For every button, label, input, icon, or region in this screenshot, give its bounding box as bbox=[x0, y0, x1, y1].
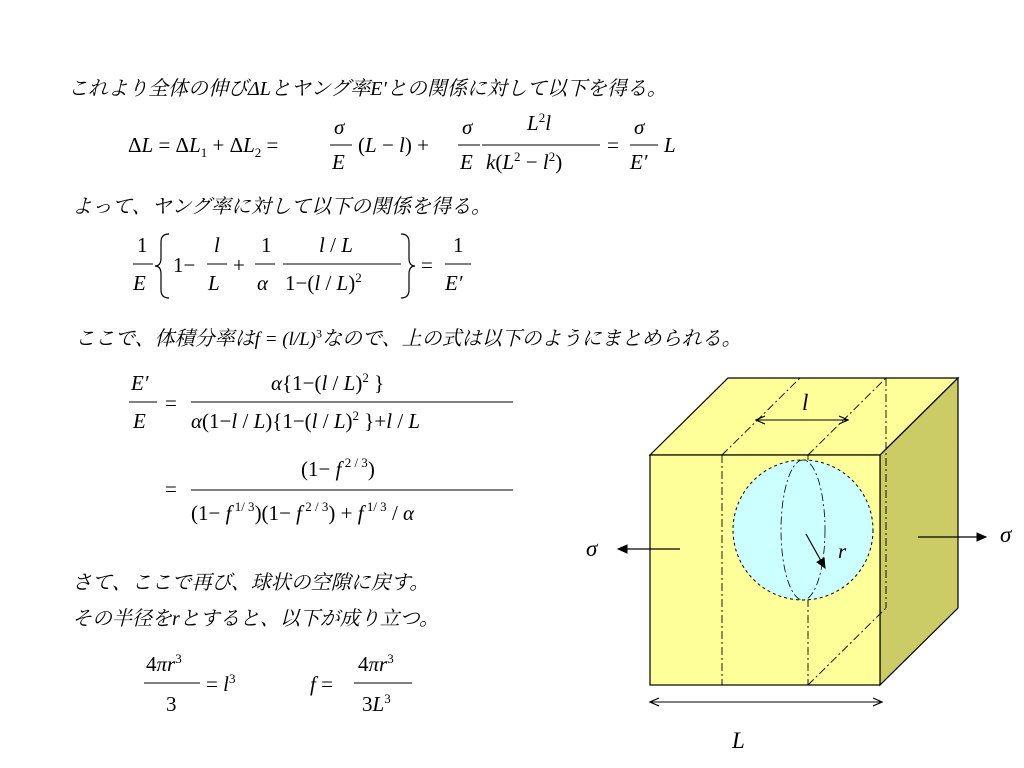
label-l: l bbox=[802, 390, 809, 415]
sphere-void bbox=[733, 460, 873, 600]
text-line-5 bbox=[72, 602, 439, 631]
eq2-l-num: l bbox=[214, 233, 220, 257]
eq4-f: f = bbox=[310, 672, 333, 696]
eq2-rhs-den: E′ bbox=[445, 271, 463, 295]
eq2-one2: 1 bbox=[261, 233, 272, 257]
equation-sphere-volume bbox=[140, 645, 430, 725]
text-line-3 bbox=[75, 322, 742, 351]
eq3-e: E bbox=[133, 409, 146, 433]
eq4-den1: 3 bbox=[166, 692, 177, 716]
eq1-equals: = bbox=[607, 133, 619, 157]
line3-exponent: 3 bbox=[316, 326, 322, 341]
label-r: r bbox=[838, 539, 847, 563]
eq3-num1: α{1−(l / L)$^2$ } bbox=[271, 370, 385, 395]
eq4-num2: $4\pi r^3$ bbox=[358, 651, 394, 676]
eq3-den2: (1− f $^{1/ 3}$)(1− f $^{2 / 3}$) + f $^{1/ 3}$ / α bbox=[191, 499, 415, 525]
eq3-equals2: = bbox=[165, 477, 177, 501]
eq3-num2: (1− f $^{2 / 3}$) bbox=[301, 455, 375, 481]
eq1-frac3-den: $k(L^2 - l^2)$ bbox=[486, 149, 563, 174]
line1-symbol-e-prime: E′ bbox=[370, 78, 387, 100]
line5-part-b: とすると、以下が成り立つ。 bbox=[179, 606, 439, 630]
eq2-equals: = bbox=[421, 253, 433, 277]
eq2-l-den: L bbox=[208, 271, 220, 295]
line1-part-c: との関係に対して以下を得る。 bbox=[386, 76, 667, 100]
eq1-frac1-num: σ bbox=[334, 115, 345, 139]
text-line-4: さて、ここで再び、球状の空隙に戻す。 bbox=[72, 570, 430, 594]
eq4-rhs1: = $l^3$ bbox=[206, 671, 236, 696]
text-line-1 bbox=[68, 72, 667, 101]
eq2-one: 1 bbox=[137, 233, 148, 257]
eq4-num1: $4\pi r^3$ bbox=[146, 651, 182, 676]
eq4-den2: $3L^3$ bbox=[362, 691, 391, 716]
line3-part-a: ここで、体積分率は bbox=[75, 326, 255, 350]
eq2-rhs-num: 1 bbox=[453, 233, 464, 257]
eq3-den1: α(1−l / L){1−(l / L)$^2$ }+l / L bbox=[191, 408, 421, 433]
eq1-frac1-den: E bbox=[332, 150, 345, 174]
line1-part-b: とヤング率 bbox=[270, 76, 371, 100]
eq2-frac-den: 1−(l / L)$^2$ bbox=[285, 270, 362, 295]
equation-delta-l bbox=[120, 108, 700, 182]
label-sigma-right: σ bbox=[1000, 522, 1012, 547]
eq1-frac2-den: E bbox=[460, 150, 473, 174]
eq1-frac4-den: E′ bbox=[630, 150, 648, 174]
line5-part-a: その半径を bbox=[72, 606, 172, 630]
line3-part-b: なので、上の式は以下のようにまとめられる。 bbox=[322, 326, 742, 350]
line1-part-a: これより全体の伸び bbox=[68, 76, 248, 100]
eq3-equals1: = bbox=[165, 391, 177, 415]
label-sigma-left: σ bbox=[586, 536, 598, 561]
eq2-e: E bbox=[133, 271, 146, 295]
equation-volume-fraction bbox=[125, 368, 525, 538]
line3-formula: f = (l/L) bbox=[254, 329, 316, 350]
eq3-e-prime: E′ bbox=[131, 371, 149, 395]
eq2-one-minus: 1− bbox=[173, 253, 196, 277]
label-L: L bbox=[732, 728, 745, 753]
eq1-frac4-num: σ bbox=[634, 115, 645, 139]
text-line-2: よって、ヤング率に対して以下の関係を得る。 bbox=[72, 194, 491, 218]
eq1-rhs-l: L bbox=[664, 133, 676, 157]
eq2-alpha: α bbox=[257, 271, 269, 295]
eq1-paren: (L − l) + bbox=[358, 133, 429, 157]
eq1-frac3-num: $L^2l$ bbox=[527, 110, 552, 135]
eq1-frac2-num: σ bbox=[462, 115, 473, 139]
eq1-term: $\Delta L = \Delta L_1 + \Delta L_2$ = bbox=[128, 133, 279, 160]
cube-diagram bbox=[580, 370, 1024, 760]
line1-symbol-delta-l: ΔL bbox=[248, 78, 271, 100]
equation-young-modulus bbox=[125, 228, 485, 308]
line5-symbol-r: r bbox=[172, 608, 180, 630]
eq2-plus: + bbox=[233, 253, 245, 277]
eq2-frac-num: l / L bbox=[319, 233, 353, 257]
